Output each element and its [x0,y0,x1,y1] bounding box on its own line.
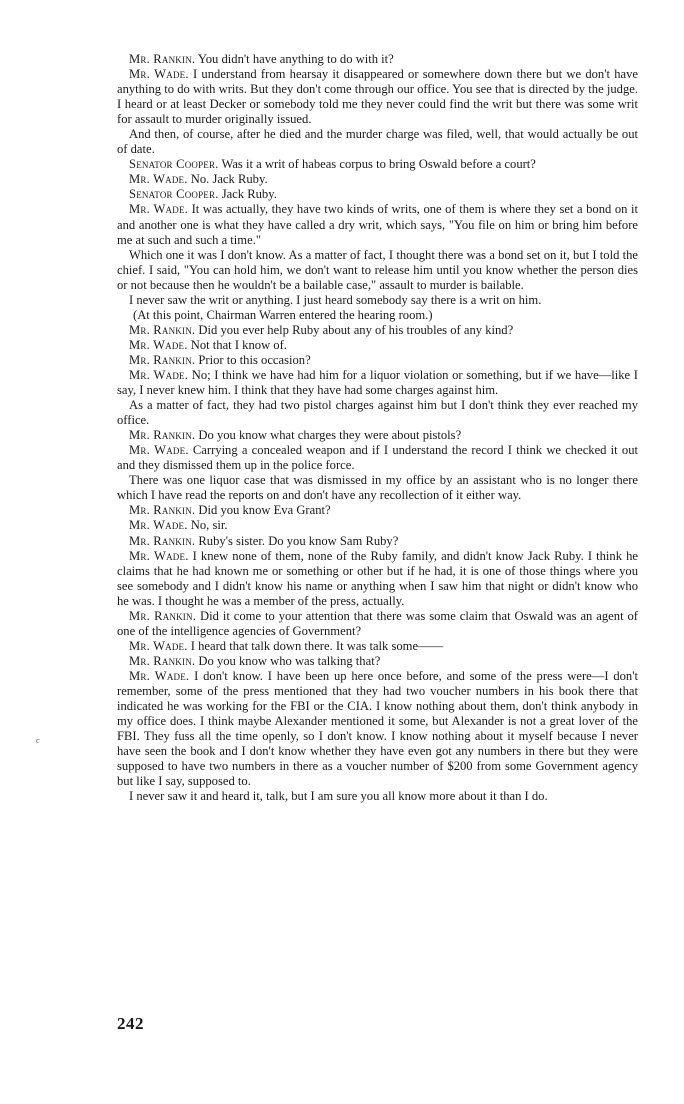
speaker-name: Mr. Rankin. [129,608,197,623]
paragraph [117,549,638,609]
paragraph [117,609,638,639]
margin-mark: c [36,736,40,745]
paragraph [117,473,638,503]
paragraph [117,338,638,353]
stage-direction [117,308,638,323]
paragraph [117,323,638,338]
paragraph-text: Prior to this occasion? [195,352,311,367]
paragraph-text: No. Jack Ruby. [187,172,268,187]
paragraph [117,503,638,518]
speaker-name: Mr. Rankin. [129,322,196,337]
speaker-name: Mr. Wade. [129,548,189,563]
paragraph [117,127,638,157]
paragraph-text: Did it come to your attention that there was some claim that Oswald was an agent of one of the intelligence agencies of Government? [117,608,639,638]
paragraph [117,52,638,67]
speaker-name: Mr. Wade. [129,367,189,382]
paragraph-text: I heard that talk down there. It was talk some—— [187,638,444,653]
transcript-body [117,52,638,804]
speaker-name: Mr. Rankin. [129,503,196,518]
paragraph-text: I knew none of them, none of the Ruby family, and didn't know Jack Ruby. I think he claims that he had known me or something or other but if he had, it is one of those things where you see somebody and I didn't know his name or anything when I saw him that night or didn't know who he was. I thought he was a member of the press, actually. [117,548,638,608]
paragraph-text: I understand from hearsay it disappeared or somewhere down there but we don't have anything to do with writs. But they don't come through our office. You see that is directed by the judge. I heard or at least Decker or somebody told me they never could find the writ but there was some writ for assault to murder originally issued. [117,67,638,127]
speaker-name: Mr. Wade. [129,668,190,683]
speaker-name: Mr. Wade. [129,443,189,458]
paragraph [117,353,638,368]
paragraph-text: I don't know. I have been up here once before, and some of the press were—I don't remember, some of the press mentioned that they had two voucher numbers in his book there that indicated he was working for the FBI or the CIA. I know nothing about them, don't think anybody in my office does. I think maybe Alexander mentioned it some, but Alexander is not a great lover of the FBI. They fuss all the time openly, so I don't know. I know nothing about it myself because I never have seen the book and I don't know whether they have even got any numbers in there but they were supposed to have two numbers in there as a voucher number of $200 from some Government agency but like I say, supposed to. [117,668,638,789]
paragraph [117,67,638,127]
paragraph-text: As a matter of fact, they had two pistol charges against him but I don't think they ever reached my office. [117,398,638,428]
paragraph [117,172,638,187]
paragraph-text: I never saw it and heard it, talk, but I am sure you all know more about it than I do. [129,789,548,804]
paragraph-text: And then, of course, after he died and the murder charge was filed, well, that would actually be out of date. [117,127,638,157]
paragraph-text: There was one liquor case that was dismissed in my office by an assistant who is no longer there which I have read the reports on and don't have any recollection of it either way. [117,473,638,503]
paragraph-text: (At this point, Chairman Warren entered the hearing room.) [133,307,433,322]
paragraph [117,202,638,247]
paragraph-text: Do you know what charges they were about pistols? [195,428,462,443]
speaker-name: Mr. Rankin. [129,653,196,668]
paragraph-text: No; I think we have had him for a liquor violation or something, but if we have—like I say, I never knew him. I think that they have had some charges against him. [117,367,638,398]
paragraph [117,248,638,293]
speaker-name: Senator Cooper. [129,187,219,202]
speaker-name: Mr. Wade. [129,67,189,82]
paragraph [117,428,638,443]
speaker-name: Mr. Wade. [129,518,188,533]
speaker-name: Mr. Rankin. [129,52,196,66]
speaker-name: Mr. Wade. [129,172,188,187]
speaker-name: Mr. Rankin. [129,352,196,367]
speaker-name: Mr. Rankin. [129,428,196,443]
paragraph [117,157,638,172]
paragraph-text: Did you know Eva Grant? [195,503,331,518]
paragraph-text: I never saw the writ or anything. I just heard somebody say there is a writ on him. [129,292,542,307]
speaker-name: Mr. Wade. [129,202,189,217]
paragraph-text: Ruby's sister. Do you know Sam Ruby? [195,533,399,548]
speaker-name: Mr. Rankin. [129,533,196,548]
speaker-name: Senator Cooper. [129,157,219,172]
paragraph [117,398,638,428]
paragraph [117,789,638,804]
paragraph [117,534,638,549]
paragraph-text: Carrying a concealed weapon and if I understand the record I think we checked it out and they dismissed them up in the police force. [117,443,638,473]
speaker-name: Mr. Wade. [129,638,188,653]
paragraph [117,187,638,202]
paragraph [117,639,638,654]
paragraph-text: Did you ever help Ruby about any of his troubles of any kind? [195,322,514,337]
paragraph-text: Do you know who was talking that? [195,653,381,668]
paragraph-text: Which one it was I don't know. As a matter of fact, I thought there was a bond set on it, but I told the chief. I said, "You can hold him, we don't want to release him until you know whether the person dies or not because then he wouldn't be a bailable case," assault to murder is bailable. [117,247,638,292]
paragraph-text: It was actually, they have two kinds of writs, one of them is where they set a bond on it and another one is what they have called a dry writ, which says, "You file on him or bring him before me at such and such a time." [117,202,638,247]
paragraph-text: No, sir. [187,518,228,533]
paragraph-text: Jack Ruby. [218,187,277,202]
paragraph [117,654,638,669]
paragraph [117,368,638,398]
paragraph [117,669,638,789]
page-number: 242 [117,1014,144,1033]
paragraph-text: Was it a writ of habeas corpus to bring Oswald before a court? [218,157,536,172]
paragraph [117,293,638,308]
paragraph [117,518,638,533]
paragraph-text: Not that I know of. [187,337,287,352]
speaker-name: Mr. Wade. [129,337,188,352]
paragraph [117,443,638,473]
paragraph-text: You didn't have anything to do with it? [195,52,394,66]
